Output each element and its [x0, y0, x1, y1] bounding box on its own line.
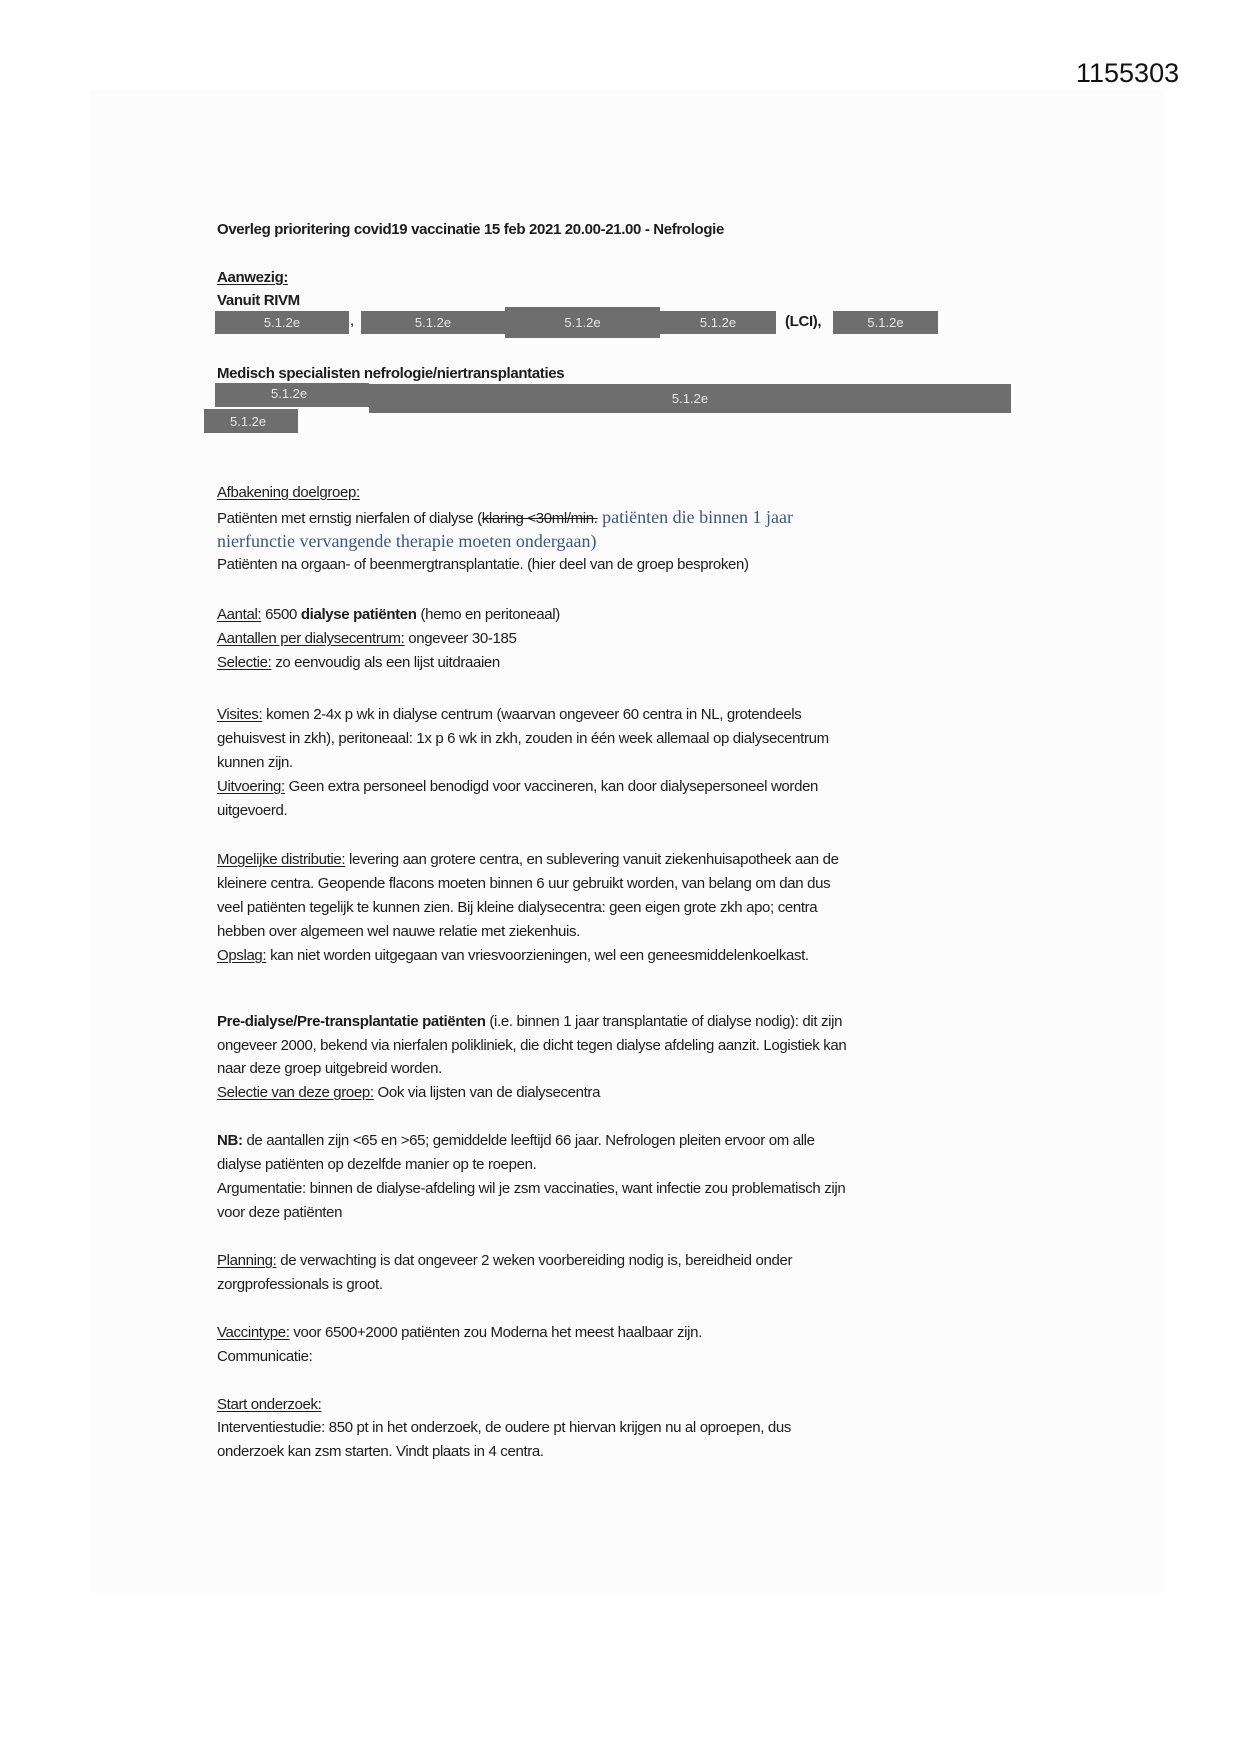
predialyse-selectie-value: Ook via lijsten van de dialysecentra	[373, 1084, 601, 1101]
uitvoering-text: Geen extra personeel benodigd voor vaccineren, kan door dialysepersoneel worden	[284, 778, 819, 795]
planning-line-1	[217, 1249, 792, 1273]
aantal-suffix: (hemo en peritoneaal)	[416, 606, 560, 623]
inserted-text: patiënten die binnen 1 jaar	[597, 507, 794, 527]
redaction-box: 5.1.2e	[215, 383, 369, 407]
predialyse-line-2: ongeveer 2000, bekend via nierfalen polikliniek, die dicht tegen dialyse afdeling aanzit. Logistiek kan	[217, 1037, 847, 1054]
per-centrum-line	[217, 627, 516, 651]
selectie-label: Selectie:	[217, 654, 272, 671]
uitvoering-label: Uitvoering:	[217, 778, 285, 795]
afbakening-heading: Afbakening doelgroep:	[217, 484, 360, 501]
distributie-line-3: veel patiënten tegelijk te kunnen zien. Bij kleine dialysecentra: geen eigen grote zkh apo; centra	[217, 899, 818, 916]
predialyse-selectie-line	[217, 1081, 600, 1105]
lci-label: (LCI),	[785, 313, 822, 330]
afbakening-line-3: Patiënten na orgaan- of beenmergtransplantatie. (hier deel van de groep besproken)	[217, 556, 749, 573]
per-centrum-value: ongeveer 30-185	[404, 630, 517, 647]
attendees-heading: Aanwezig:	[217, 269, 289, 286]
start-onderzoek-line-2: onderzoek kan zsm starten. Vindt plaats in 4 centra.	[217, 1443, 544, 1460]
visites-line-2: gehuisvest in zkh), peritoneaal: 1x p 6 wk in zkh, zouden in één week allemaal op dialysecentrum	[217, 730, 829, 747]
rivm-label: Vanuit RIVM	[217, 292, 300, 309]
redaction-box: 5.1.2e	[369, 384, 1011, 413]
vaccintype-line	[217, 1321, 702, 1345]
redaction-box: 5.1.2e	[660, 311, 776, 334]
nb-line-2: dialyse patiënten op dezelfde manier op te roepen.	[217, 1156, 537, 1173]
selectie-line	[217, 651, 500, 675]
distributie-text: levering aan grotere centra, en sublevering vanuit ziekenhuisapotheek aan de	[345, 851, 839, 868]
separator-comma: ,	[350, 312, 354, 329]
planning-text: de verwachting is dat ongeveer 2 weken voorbereiding nodig is, bereidheid onder	[276, 1252, 793, 1269]
afbakening-line-1	[217, 505, 793, 531]
specialists-label: Medisch specialisten nefrologie/niertransplantaties	[217, 365, 565, 382]
document-title: Overleg prioritering covid19 vaccinatie 15 feb 2021 20.00-21.00 - Nefrologie	[217, 221, 724, 238]
opslag-label: Opslag:	[217, 947, 267, 964]
distributie-line-1	[217, 848, 839, 872]
nb-line-1	[217, 1129, 815, 1153]
uitvoering-line-2: uitgevoerd.	[217, 802, 288, 819]
planning-label: Planning:	[217, 1252, 277, 1269]
inserted-text: nierfunctie vervangende therapie moeten ondergaan)	[217, 531, 597, 551]
visites-label: Visites:	[217, 706, 263, 723]
predialyse-selectie-label: Selectie van deze groep:	[217, 1084, 374, 1101]
visites-line-1	[217, 703, 801, 727]
redaction-box: 5.1.2e	[833, 311, 938, 334]
selectie-value: zo eenvoudig als een lijst uitdraaien	[271, 654, 500, 671]
opslag-value: kan niet worden uitgegaan van vriesvoorzieningen, wel een geneesmiddelenkoelkast.	[266, 947, 809, 964]
aantal-label: Aantal:	[217, 606, 262, 623]
aantal-line	[217, 603, 560, 627]
aantal-value: 6500	[261, 606, 301, 623]
per-centrum-label: Aantallen per dialysecentrum:	[217, 630, 405, 647]
nb-text: de aantallen zijn <65 en >65; gemiddelde leeftijd 66 jaar. Nefrologen pleiten ervoor om alle	[242, 1132, 815, 1149]
nb-line-4: voor deze patiënten	[217, 1204, 343, 1221]
distributie-line-2: kleinere centra. Geopende flacons moeten binnen 6 uur gebruikt worden, van belang om dan dus	[217, 875, 831, 892]
aantal-bold: dialyse patiënten	[300, 606, 417, 623]
vaccintype-label: Vaccintype:	[217, 1324, 290, 1341]
start-onderzoek-line-1: Interventiestudie: 850 pt in het onderzoek, de oudere pt hiervan krijgen nu al oproepen, dus	[217, 1419, 792, 1436]
predialyse-label: Pre-dialyse/Pre-transplantatie patiënten	[217, 1013, 486, 1030]
visites-line-3: kunnen zijn.	[217, 754, 293, 771]
redaction-box: 5.1.2e	[505, 307, 660, 338]
nb-line-3: Argumentatie: binnen de dialyse-afdeling wil je zsm vaccinaties, want infectie zou problematisch zijn	[217, 1180, 846, 1197]
redaction-box: 5.1.2e	[215, 311, 349, 334]
visites-text: komen 2-4x p wk in dialyse centrum (waarvan ongeveer 60 centra in NL, grotendeels	[262, 706, 802, 723]
vaccintype-value: voor 6500+2000 patiënten zou Moderna het meest haalbaar zijn.	[289, 1324, 702, 1341]
struck-text: klaring <30ml/min.	[481, 510, 598, 527]
nb-label: NB:	[217, 1132, 243, 1149]
start-onderzoek-heading: Start onderzoek:	[217, 1396, 322, 1413]
opslag-line	[217, 944, 809, 968]
predialyse-line-1	[217, 1010, 842, 1034]
predialyse-line-3: naar deze groep uitgebreid worden.	[217, 1060, 442, 1077]
afbakening-line-2	[217, 529, 597, 555]
distributie-label: Mogelijke distributie:	[217, 851, 346, 868]
afbakening-prefix: Patiënten met ernstig nierfalen of dialyse (	[217, 510, 482, 527]
redaction-box: 5.1.2e	[361, 311, 505, 334]
distributie-line-4: hebben over algemeen wel nauwe relatie met ziekenhuis.	[217, 923, 580, 940]
document-number: 1155303	[1076, 58, 1180, 88]
redaction-box: 5.1.2e	[204, 409, 298, 433]
predialyse-text: (i.e. binnen 1 jaar transplantatie of dialyse nodig): dit zijn	[485, 1013, 843, 1030]
planning-line-2: zorgprofessionals is groot.	[217, 1276, 383, 1293]
communicatie-line: Communicatie:	[217, 1348, 313, 1365]
uitvoering-line-1	[217, 775, 818, 799]
